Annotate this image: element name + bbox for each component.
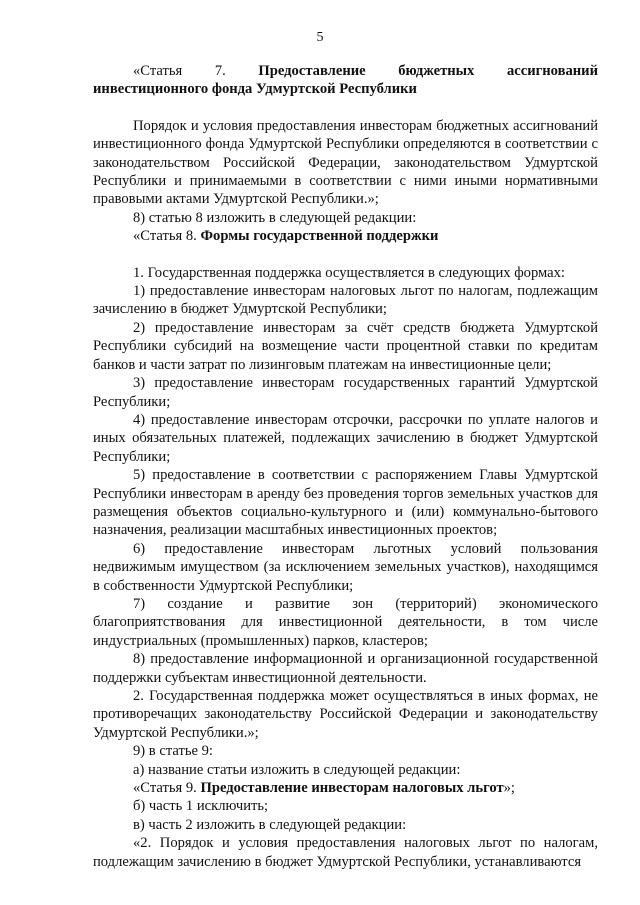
paragraph-text: 6) предоставление инвесторам льготных условий пользования недвижимым имуществом (за исключением земельных участков), находящимся в собственности Удмуртской Республики; — [93, 540, 598, 594]
paragraph-art8-p1-7 — [93, 595, 598, 650]
paragraph-art8-p1-4 — [93, 411, 598, 466]
paragraph-text: 2) предоставление инвесторам за счёт средств бюджета Удмуртской Республики субсидий на возмещение части процентной ставки по кредитам банков и части затрат по лизинговым платежам на инвестиционные цели; — [93, 319, 598, 373]
paragraph-art8-p2 — [93, 687, 598, 742]
paragraph-art7-text — [93, 117, 598, 209]
article-title: Формы государственной поддержки — [200, 228, 439, 245]
paragraph-text: 5) предоставление в соответствии с распоряжением Главы Удмуртской Республики инвесторам в аренду без проведения торгов земельных участков для размещения объектов социально-культурного и (или) коммунально-бытового назначения, реализации масштабных инвестиционных проектов; — [93, 467, 598, 539]
paragraph-text: б) часть 1 исключить; — [133, 798, 269, 815]
paragraph-text: «Статья 9. — [133, 780, 201, 797]
paragraph-text: в) часть 2 изложить в следующей редакции: — [133, 816, 407, 833]
paragraph-text: 8) предоставление информационной и организационной государственной поддержки субъектам инвестиционной деятельности. — [93, 651, 598, 686]
paragraph-text: 4) предоставление инвесторам отсрочки, рассрочки по уплате налогов и иных обязательных платежей, подлежащих зачислению в бюджет Удмуртской Республики; — [93, 411, 598, 465]
document-body — [93, 62, 598, 871]
paragraph-text: 8) статью 8 изложить в следующей редакции: — [133, 209, 417, 226]
paragraph-text: 2. Государственная поддержка может осуществляться в иных формах, не противоречащих законодательству Российской Федерации и законодательству Удмуртской Республики.»; — [93, 688, 598, 741]
paragraph-text: 3) предоставление инвесторам государственных гарантий Удмуртской Республики; — [93, 375, 598, 410]
paragraph-art8-heading — [93, 227, 598, 245]
paragraph-text: 9) в статье 9: — [133, 743, 213, 760]
paragraph-art8-p1-8 — [93, 650, 598, 687]
paragraph-item-9a — [93, 761, 598, 779]
paragraph-text: 7) создание и развитие зон (территорий) экономического благоприятствования для инвестиционной деятельности, в том числе индустриальных (промышленных) парков, кластеров; — [93, 595, 598, 649]
paragraph-art8-p1-3 — [93, 374, 598, 411]
paragraph-text: 1) предоставление инвесторам налоговых льгот по налогам, подлежащим зачислению в бюджет Удмуртской Республики; — [93, 283, 598, 318]
paragraph-art7-heading — [93, 62, 598, 99]
paragraph-suffix: »; — [503, 780, 515, 797]
paragraph-text: «Статья 7. — [133, 63, 259, 79]
paragraph-art8-p1 — [93, 264, 598, 282]
paragraph-text: «2. Порядок и условия предоставления налоговых льгот по налогам, подлежащим зачислению в бюджет Удмуртской Республики, устанавливаются — [93, 835, 598, 870]
paragraph-art9-heading — [93, 779, 598, 797]
paragraph-art8-p1-2 — [93, 319, 598, 374]
paragraph-item-8 — [93, 209, 598, 227]
paragraph-item-9 — [93, 742, 598, 760]
paragraph-art9-p2 — [93, 834, 598, 871]
paragraph-text: «Статья 8. — [133, 228, 201, 245]
article-title: Предоставление инвесторам налоговых льгот — [200, 780, 504, 797]
article-title: Предоставление бюджетных ассигнований инвестиционного фонда Удмуртской Республики — [93, 63, 598, 98]
paragraph-text: 1. Государственная поддержка осуществляется в следующих формах: — [133, 264, 565, 281]
paragraph-item-9v — [93, 816, 598, 834]
page-number: 5 — [316, 30, 324, 45]
paragraph-art8-p1-6 — [93, 540, 598, 595]
paragraph-art8-p1-1 — [93, 282, 598, 319]
paragraph-text: а) название статьи изложить в следующей редакции: — [133, 761, 461, 778]
paragraph-text: Порядок и условия предоставления инвесторам бюджетных ассигнований инвестиционного фонда Удмуртской Республики определяются в соответствии с законодательством Российской Федерации, законодательством Удмуртской Республики и принимаемыми в соответствии с ними иными нормативными правовыми актами Удмуртской Республики.»; — [93, 117, 598, 208]
paragraph-art8-p1-5 — [93, 466, 598, 540]
paragraph-item-9b — [93, 797, 598, 815]
